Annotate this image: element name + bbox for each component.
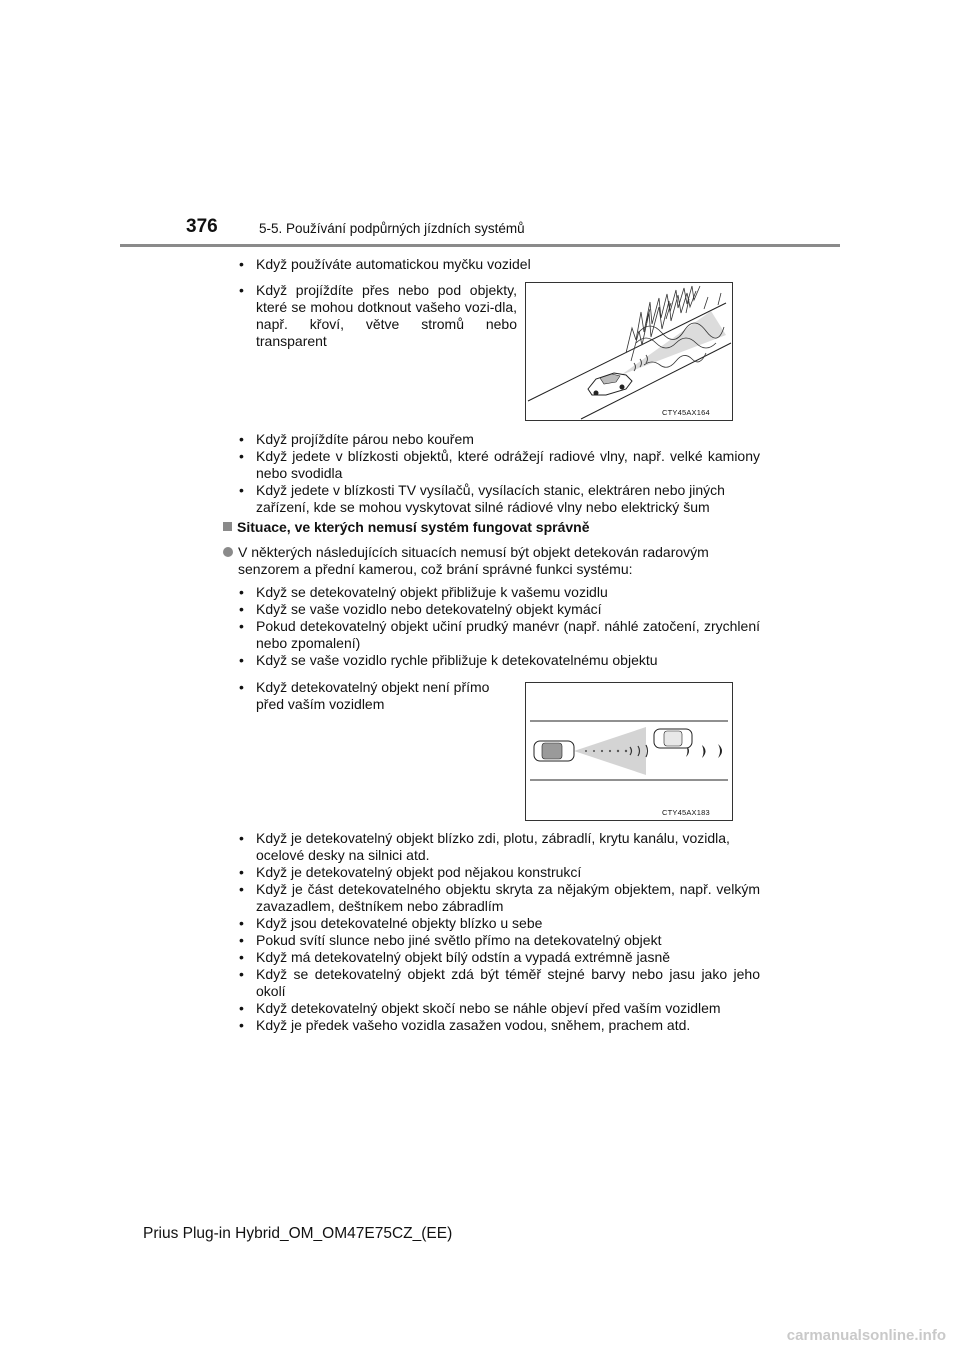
list-item: • Když je detekovatelný objekt pod nějakou konstrukcí bbox=[237, 864, 776, 881]
section-intro: V některých následujících situacích nemusí být objekt detekován radarovým senzorem a přední kamerou, což brání správné funkci systému: bbox=[223, 544, 748, 578]
section-heading: Situace, ve kterých nemusí systém fungovat správně bbox=[223, 519, 589, 535]
page-number: 376 bbox=[186, 216, 218, 237]
section-title: 5-5. Používání podpůrných jízdních systémů bbox=[259, 221, 525, 236]
car-under-branches-illustration bbox=[526, 283, 732, 420]
square-bullet-icon bbox=[223, 522, 232, 531]
figure-code: CTY45AX164 bbox=[662, 408, 710, 417]
list-item: • Když je detekovatelný objekt blízko zdi, plotu, zábradlí, krytu kanálu, vozidla, ocelové desky na silnici atd. bbox=[237, 830, 776, 864]
list-item: • Když se detekovatelný objekt zdá být téměř stejné barvy nebo jasu jako jeho okolí bbox=[237, 966, 760, 1000]
figure-code: CTY45AX183 bbox=[662, 808, 710, 817]
list-item: • Když se detekovatelný objekt přibližuje k vašemu vozidlu bbox=[237, 584, 776, 601]
list-item: • Když detekovatelný objekt není přímo před vaším vozidlem bbox=[237, 679, 517, 713]
list-item: • Když je předek vašeho vozidla zasažen vodou, sněhem, prachem atd. bbox=[237, 1017, 776, 1034]
car-icon bbox=[654, 729, 692, 748]
list-item: • Když má detekovatelný objekt bílý odstín a vypadá extrémně jasně bbox=[237, 949, 776, 966]
list-item: • Když jedete v blízkosti TV vysílačů, vysílacích stanic, elektráren nebo jiných zařízení, kde se mohou vyskytovat silné rádiové vlny nebo elektrický šum bbox=[237, 482, 776, 516]
list-item: • Když se vaše vozidlo nebo detekovatelný objekt kymácí bbox=[237, 601, 776, 618]
list-item: • Když jedete v blízkosti objektů, které odrážejí radiové vlny, např. velké kamiony nebo svodidla bbox=[237, 448, 760, 482]
header-divider bbox=[120, 244, 840, 247]
car-icon bbox=[534, 741, 574, 761]
list-item: • Když je část detekovatelného objektu skryta za nějakým objektem, např. velkým zavazadlem, deštníkem nebo zábradlím bbox=[237, 881, 760, 915]
list-item: • Když projíždíte přes nebo pod objekty, které se mohou dotknout vašeho vozi-dla, např. křoví, větve stromů nebo transparent bbox=[237, 282, 517, 350]
watermark: carmanualsonline.info bbox=[786, 1327, 946, 1344]
footer-document-id: Prius Plug-in Hybrid_OM_OM47E75CZ_(EE) bbox=[143, 1225, 453, 1242]
list-item: • Když detekovatelný objekt skočí nebo se náhle objeví před vaším vozidlem bbox=[237, 1000, 776, 1017]
list-item: • Pokud svítí slunce nebo jiné světlo přímo na detekovatelný objekt bbox=[237, 932, 776, 949]
list-item: • Když jsou detekovatelné objekty blízko u sebe bbox=[237, 915, 776, 932]
figure-car-under-branches bbox=[525, 282, 733, 421]
offset-vehicle-radar-illustration bbox=[526, 683, 732, 820]
car-icon bbox=[588, 373, 632, 396]
list-item: • Když používáte automatickou myčku vozidel bbox=[237, 256, 776, 273]
circle-bullet-icon bbox=[223, 547, 233, 557]
list-item: • Pokud detekovatelný objekt učiní prudký manévr (např. náhlé zatočení, zrychlení nebo zpomalení) bbox=[237, 618, 760, 652]
list-item: • Když projíždíte párou nebo kouřem bbox=[237, 431, 776, 448]
list-item: • Když se vaše vozidlo rychle přibližuje k detekovatelnému objektu bbox=[237, 652, 776, 669]
figure-offset-vehicle bbox=[525, 682, 733, 821]
